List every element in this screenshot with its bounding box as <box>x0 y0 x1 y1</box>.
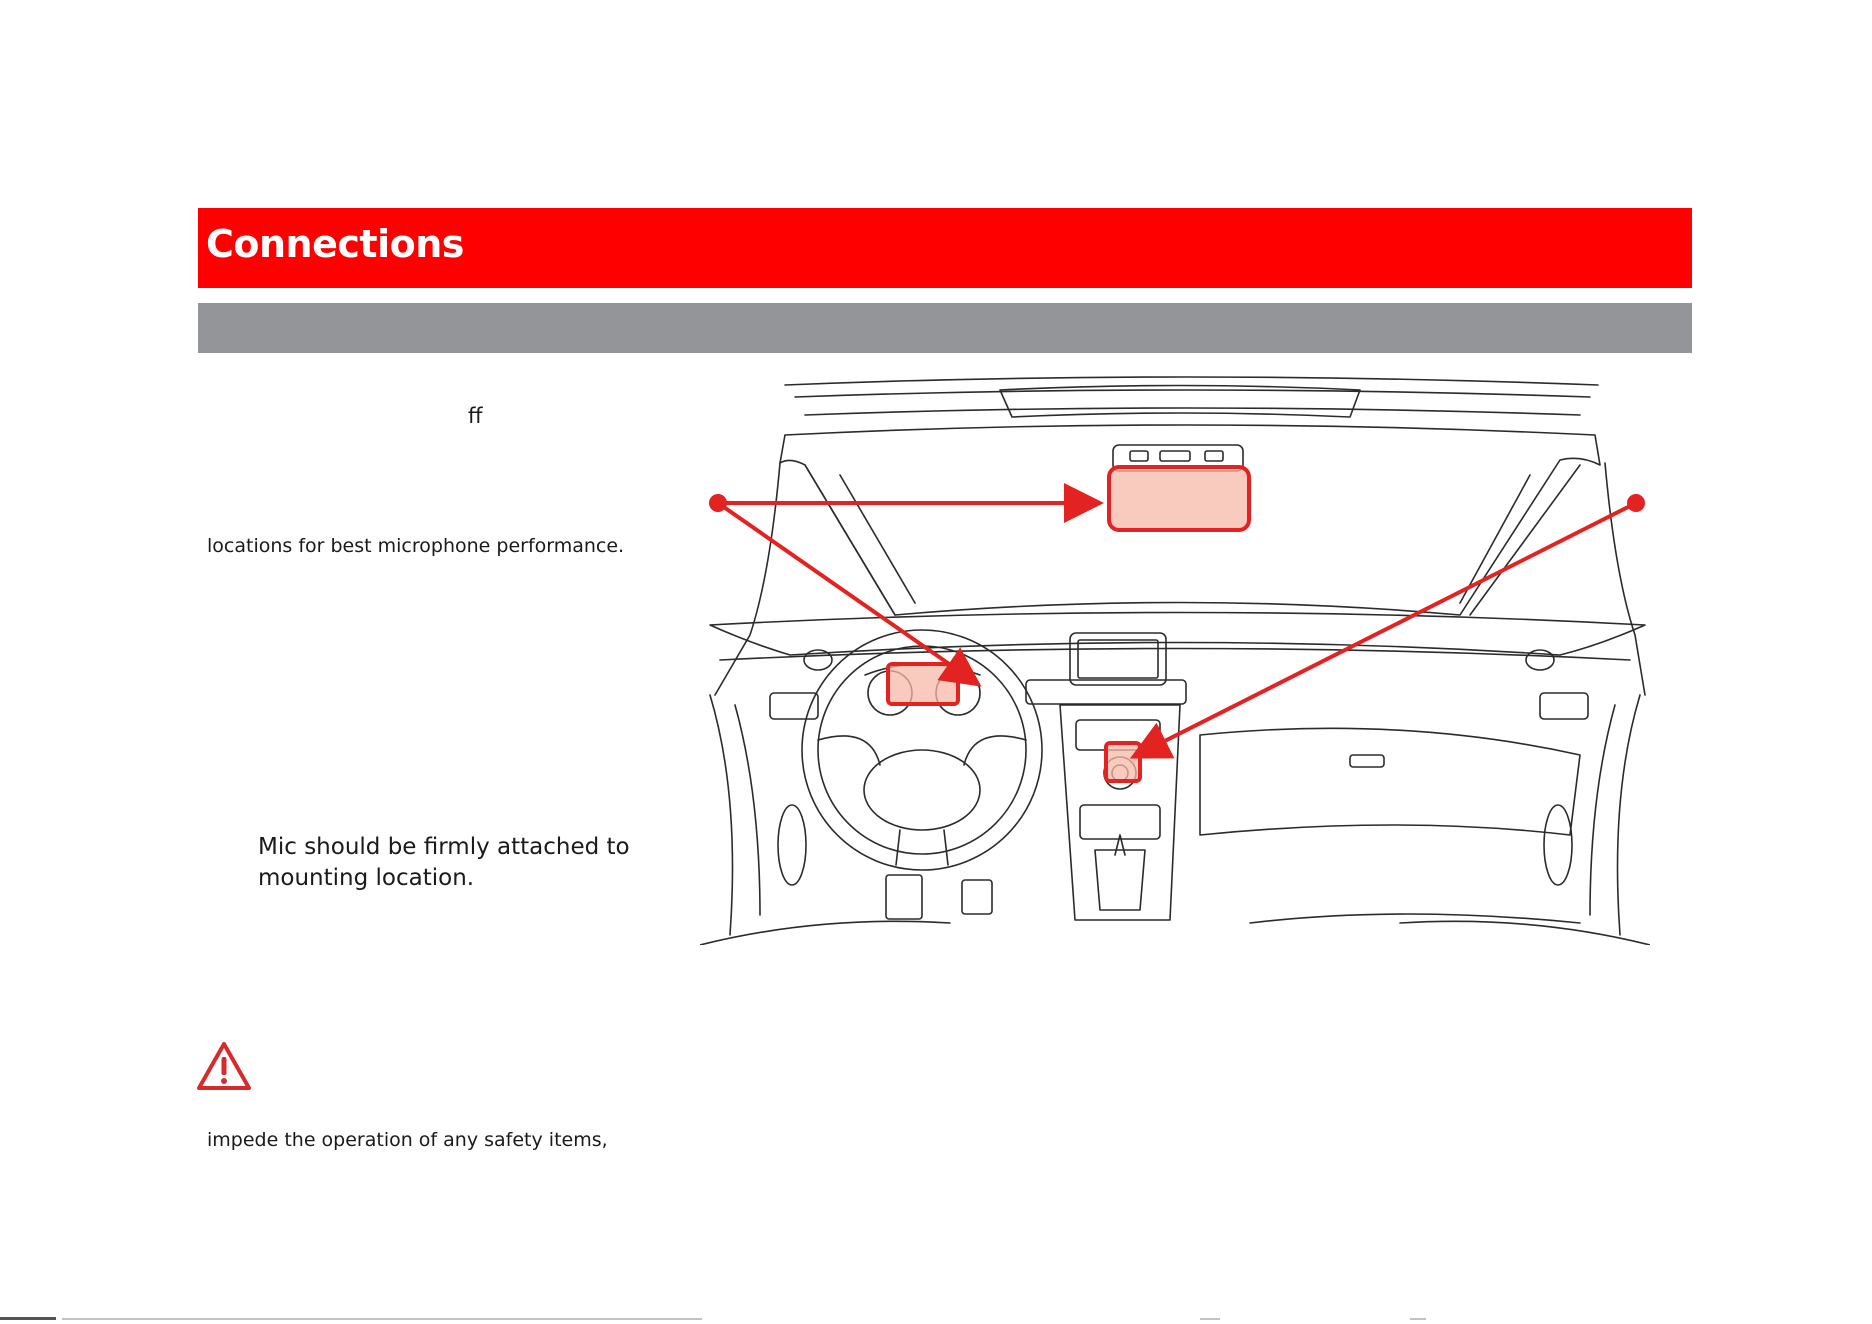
arrow-to-console <box>1137 503 1636 755</box>
callout-dot-left <box>709 494 727 512</box>
arrow-to-gauges <box>718 503 975 682</box>
section-title: Connections <box>206 222 464 266</box>
footer-strip <box>0 1315 1872 1324</box>
text-fragment-ff: ﬀ <box>468 404 483 428</box>
text-impede-line: impede the operation of any safety items, <box>207 1129 608 1151</box>
text-locations-line: locations for best microphone performance. <box>207 535 625 557</box>
callout-dot-right <box>1627 494 1645 512</box>
mic-note-line-1: Mic should be firmly attached to <box>258 834 630 860</box>
mic-note-line-2: mounting location. <box>258 865 475 891</box>
